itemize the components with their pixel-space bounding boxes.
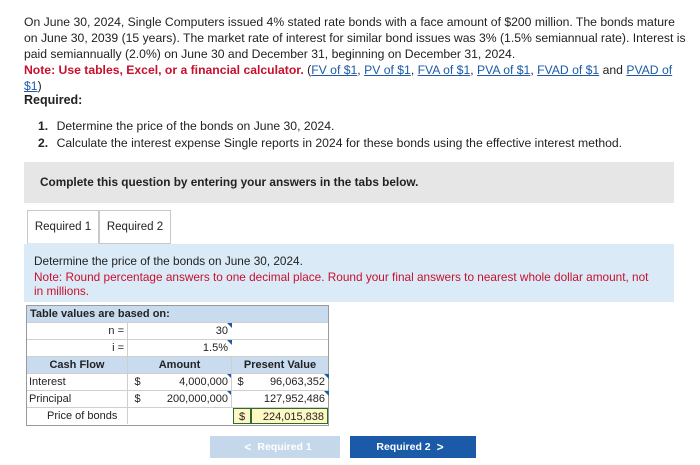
link-pvad[interactable]: PVAD of $1 [24,63,673,93]
prev-button[interactable] [210,436,340,458]
table-row-i [27,340,328,357]
row-label-principal: Principal [29,393,72,405]
link-fva[interactable]: FVA of $1 [417,63,471,77]
table-row-n [27,323,328,340]
table-header: Table values are based on: [27,306,328,323]
instruction-box: Complete this question by entering your answers in the tabs below. [24,162,674,203]
required-num: 1. [38,119,49,133]
table-row [27,391,328,408]
chevron-left-icon: < [244,440,252,454]
required-item [38,135,622,152]
link-pv[interactable]: PV of $1 [364,63,411,77]
link-fvad[interactable]: FVAD of $1 [537,63,600,77]
link-pva[interactable]: PVA of $1 [477,63,531,77]
i-input[interactable]: 1.5% [127,340,231,356]
chevron-right-icon: > [436,440,444,454]
pv-table [26,305,329,426]
prev-label: Required 1 [257,441,312,453]
table-row-total [27,408,328,425]
link-fv[interactable]: FV of $1 [311,63,358,77]
required-num: 2. [38,136,49,150]
i-label: i = [112,342,124,354]
tab-required-2[interactable]: Required 2 [99,210,171,244]
principal-amount-input[interactable]: 200,000,000 [147,391,231,407]
required-heading: Required: [24,93,83,107]
total-label: Price of bonds [47,410,118,422]
dollar-sign: $ [127,374,147,390]
interest-pv-input[interactable]: 96,063,352 [249,374,328,390]
col-present-value: Present Value [231,357,328,373]
note-label: Note: Use tables, Excel, or a financial calculator. [24,63,304,77]
table-row [27,374,328,391]
panel-question: Determine the price of the bonds on June 30, 2024. [34,254,303,268]
col-cash-flow: Cash Flow [27,357,127,373]
required-item [38,118,622,135]
interest-amount-input[interactable]: 4,000,000 [147,374,231,390]
dollar-sign: $ [231,374,249,390]
required-list [38,118,622,152]
n-input[interactable]: 30 [127,323,231,339]
panel-note: Note: Round percentage answers to one decimal place. Round your final answers to nearest whole dollar amount, not in millions. [34,270,649,298]
dollar-sign: $ [233,408,251,424]
n-label: n = [108,325,124,337]
empty-cell [231,391,249,407]
problem-note: Note: Use tables, Excel, or a financial calculator. (FV of $1, PV of $1, FVA of $1, PVA of $1, FVAD of $1 and PVAD of $1) [24,63,673,93]
problem-text: On June 30, 2024, Single Computers issued 4% stated rate bonds with a face amount of $200 million. The bonds mature on June 30, 2039 (15 years). The market rate of interest for similar bond issues was 3% (1.5% semiannual rate). Interest is paid semiannually (2.0%) on June 30 and December 31, beginning on December 31, 2024. [24,15,686,61]
dollar-sign: $ [127,391,147,407]
empty-cell [127,408,231,424]
question-panel [24,244,674,302]
next-label: Required 2 [376,441,431,453]
table-column-headers [27,357,328,374]
price-of-bonds-total: 224,015,838 [251,408,328,424]
col-amount: Amount [127,357,231,373]
row-label-interest: Interest [29,376,66,388]
required-text: Determine the price of the bonds on June 30, 2024. [56,119,335,133]
and-word: and [602,63,623,77]
principal-pv-input[interactable]: 127,952,486 [249,391,328,407]
next-button[interactable] [350,436,476,458]
problem-statement [24,14,688,94]
tab-required-1[interactable]: Required 1 [27,210,99,244]
required-text: Calculate the interest expense Single reports in 2024 for these bonds using the effective interest method. [56,136,623,150]
